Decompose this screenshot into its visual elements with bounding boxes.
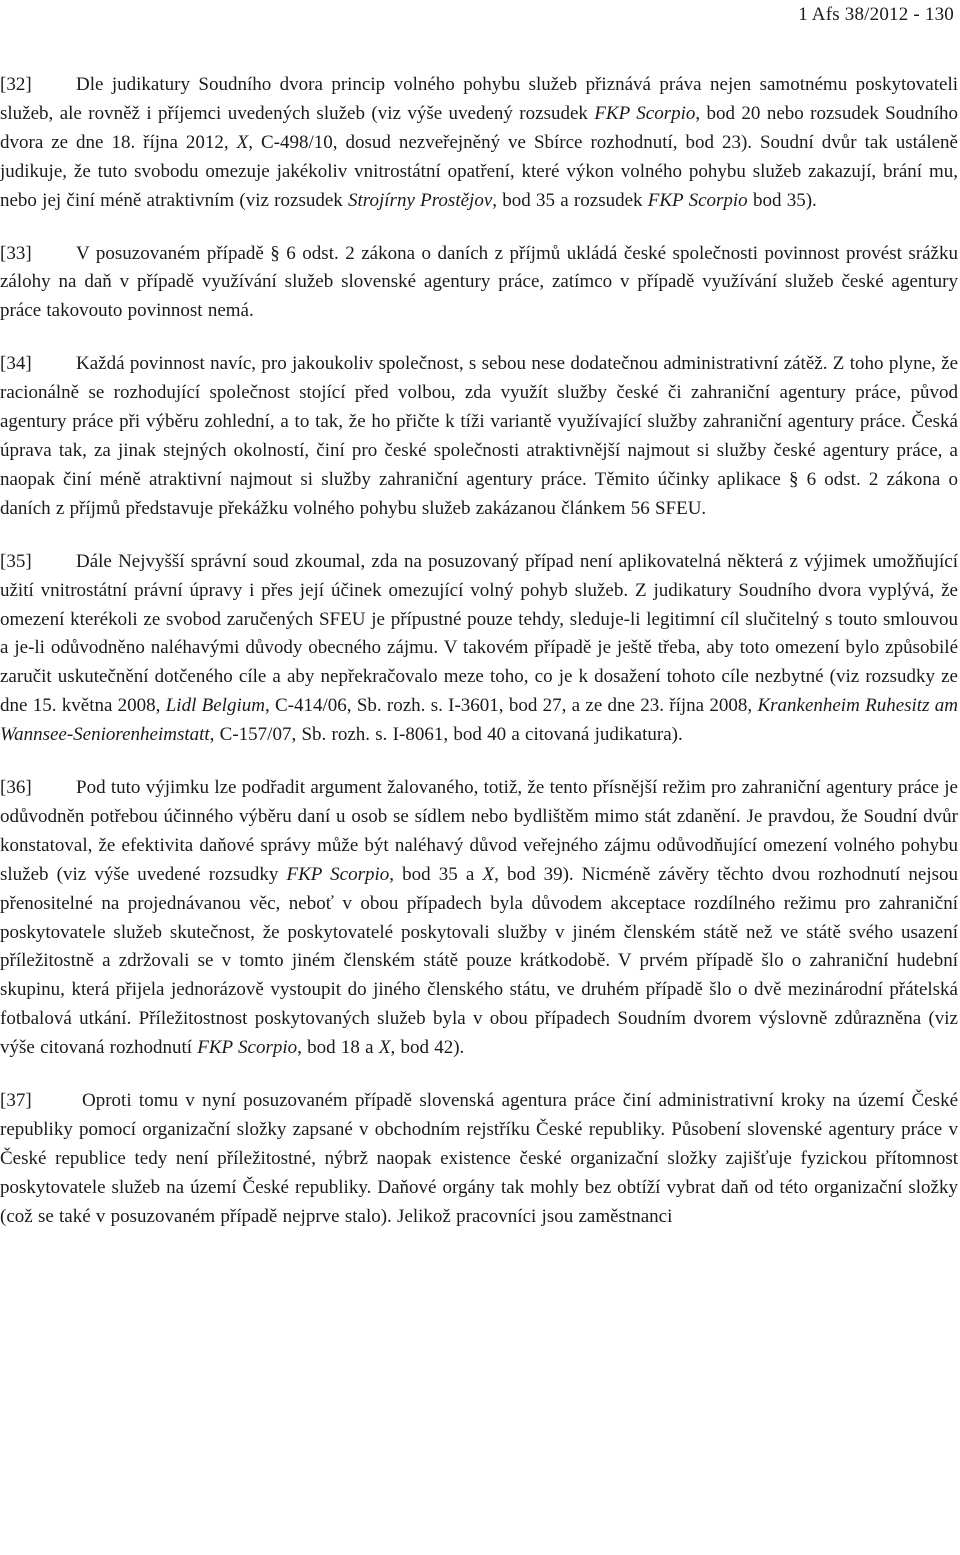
paragraph-text: Oproti tomu v nyní posuzovaném případě slovenská agentura práce činí administrativní kroky na území České republiky pomocí organizační složky zapsané v obchodním rejstříku České republiky. Působení slovenské agentury práce v České republice tedy není příležitostné, nýbrž naopak existence české organizační složky zajišťuje fyzickou přítomnost poskytovatele služeb na území České republiky. Daňové orgány tak mohly bez obtíží vybrat daň od této organizační složky (což se také v posuzovaném případě nejprve stalo). Jelikož pracovníci jsou zaměstnanci <box>0 1090 958 1227</box>
paragraph-33 <box>0 240 958 327</box>
paragraph-32 <box>0 71 958 216</box>
paragraph-text: , bod 42). <box>390 1037 465 1059</box>
paragraph-text: Dle judikatury Soudního dvora princip volného pohybu služeb přiznává práva nejen samotnému poskytovateli služeb, ale rovněž i příjemci uvedených služeb (viz výše uvedený rozsudek <box>0 74 958 124</box>
paragraph-text: , C-498/10, dosud nezveřejněný ve Sbírce rozhodnutí, bod 23). Soudní dvůr tak ustáleně judikuje, že tuto svobodu omezuje jakékoliv vnitrostátní opatření, které výkon volného pohybu služeb zakazují, brání mu, nebo jej činí méně atraktivním (viz rozsudek <box>0 131 958 211</box>
paragraph-text: , bod 18 a <box>297 1037 379 1059</box>
paragraph-36 <box>0 774 958 1063</box>
italic-citation: FKP Scorpio <box>286 863 390 885</box>
paragraph-number: [32] <box>0 74 32 95</box>
italic-citation: X <box>378 1037 391 1059</box>
paragraph-text: , bod 39). Nicméně závěry těchto dvou rozhodnutí nejsou přenositelné na projednávanou věc, neboť v obou případech byla důvodem akceptace rozdílného režimu pro zahraniční poskytovatele služeb skutečnost, že poskytovatelé poskytovali služby v jiném členském státě než ve státě svého usazení příležitostně a zdržovali se v tomto jiném členském státě pouze krátkodobě. V prvém případě šlo o zahraniční hudební skupinu, která přijela jednorázově vystoupit do jiného členského státu, ve druhém případě šlo o dvě mezinárodní přátelská fotbalová utkání. Příležitostnost poskytovaných služeb byla v obou případech Soudním dvorem výslovně zdůrazněna (viz výše citovaná rozhodnutí <box>0 863 958 1059</box>
paragraph-text: , bod 35 a <box>389 863 483 885</box>
italic-citation: FKP Scorpio <box>594 102 696 124</box>
italic-citation: Lidl Belgium <box>165 695 265 717</box>
paragraph-text: Každá povinnost navíc, pro jakoukoliv společnost, s sebou nese dodatečnou administrativní zátěž. Z toho plyne, že racionálně se rozhodující společnost stojící před volbou, zda využít služby české či zahraniční agentury práce, původ agentury práce při výběru zohlední, a to tak, že ho přičte k tíži variantě využívající služby zahraniční agentury práce. Česká úprava tak, za jinak stejných okolností, činí pro české společnosti atraktivnější najmout si služby české agentury práce, a naopak činí méně atraktivní najmout si služby zahraniční agentury práce. Těmito účinky aplikace § 6 odst. 2 zákona o daních z příjmů představuje překážku volného pohybu služeb zakázanou článkem 56 SFEU. <box>0 353 958 519</box>
paragraph-text: bod 35). <box>747 189 817 211</box>
italic-citation: X <box>236 131 249 153</box>
paragraph-number: [33] <box>0 242 32 264</box>
paragraph-number: [34] <box>0 353 32 375</box>
document-body <box>0 71 958 1256</box>
paragraph-text: , bod 35 a rozsudek <box>492 189 648 211</box>
paragraph-text: Dále Nejvyšší správní soud zkoumal, zda na posuzovaný případ není aplikovatelná některá z výjimek umožňující užití vnitrostátní právní úpravy i přes její účinek omezující volný pohyb služeb. Z judikatury Soudního dvora vyplývá, že omezení kterékoli ze svobod zaručených SFEU je přípustné pouze tehdy, sleduje-li legitimní cíl slučitelný s touto smlouvou a je-li odůvodněno naléhavými důvody obecného zájmu. V takovém případě je ještě třeba, aby toto omezení bylo způsobilé zaručit uskutečnění dotčeného cíle a aby nepřekračovalo meze toho, co je k dosažení tohoto cíle nezbytné (viz rozsudky ze dne 15. května 2008, <box>0 550 958 717</box>
paragraph-37 <box>0 1087 958 1232</box>
italic-citation: Krankenheim Ruhesitz am Wannsee-Seniorenheimstatt <box>0 695 958 746</box>
case-reference: 1 Afs 38/2012 - 130 <box>798 4 954 25</box>
paragraph-34 <box>0 350 958 523</box>
paragraph-text: Pod tuto výjimku lze podřadit argument žalovaného, totiž, že tento přísnější režim pro zahraniční agentury práce je odůvodněn potřebou účinného výběru daní u osob se sídlem nebo bydlištěm mimo stát zdanění. Je pravdou, že Soudní dvůr konstatoval, že efektivita daňové správy může být naléhavý důvod veřejného zájmu odůvodňující omezení volného pohybu služeb (viz výše uvedené rozsudky <box>0 777 958 885</box>
paragraph-number: [35] <box>0 550 32 572</box>
italic-citation: X <box>482 863 495 885</box>
paragraph-text: V posuzovaném případě § 6 odst. 2 zákona o daních z příjmů ukládá české společnosti povinnost provést srážku zálohy na daň v případě využívání služeb slovenské agentury práce, zatímco v případě využívání služeb české agentury práce takovouto povinnost nemá. <box>0 242 958 322</box>
paragraph-35 <box>0 548 958 750</box>
italic-citation: FKP Scorpio <box>647 189 748 211</box>
paragraph-number: [36] <box>0 777 32 799</box>
paragraph-text: , C-414/06, Sb. rozh. s. I-3601, bod 27, a ze dne 23. října 2008, <box>264 695 758 717</box>
paragraph-text: , C-157/07, Sb. rozh. s. I-8061, bod 40 a citovaná judikatura). <box>209 724 683 746</box>
paragraph-text: , bod 20 nebo rozsudek Soudního dvora ze dne 18. října 2012, <box>0 102 959 153</box>
paragraph-number: [37] <box>0 1090 32 1112</box>
italic-citation: FKP Scorpio <box>197 1037 298 1059</box>
italic-citation: Strojírny Prostějov <box>348 189 493 211</box>
